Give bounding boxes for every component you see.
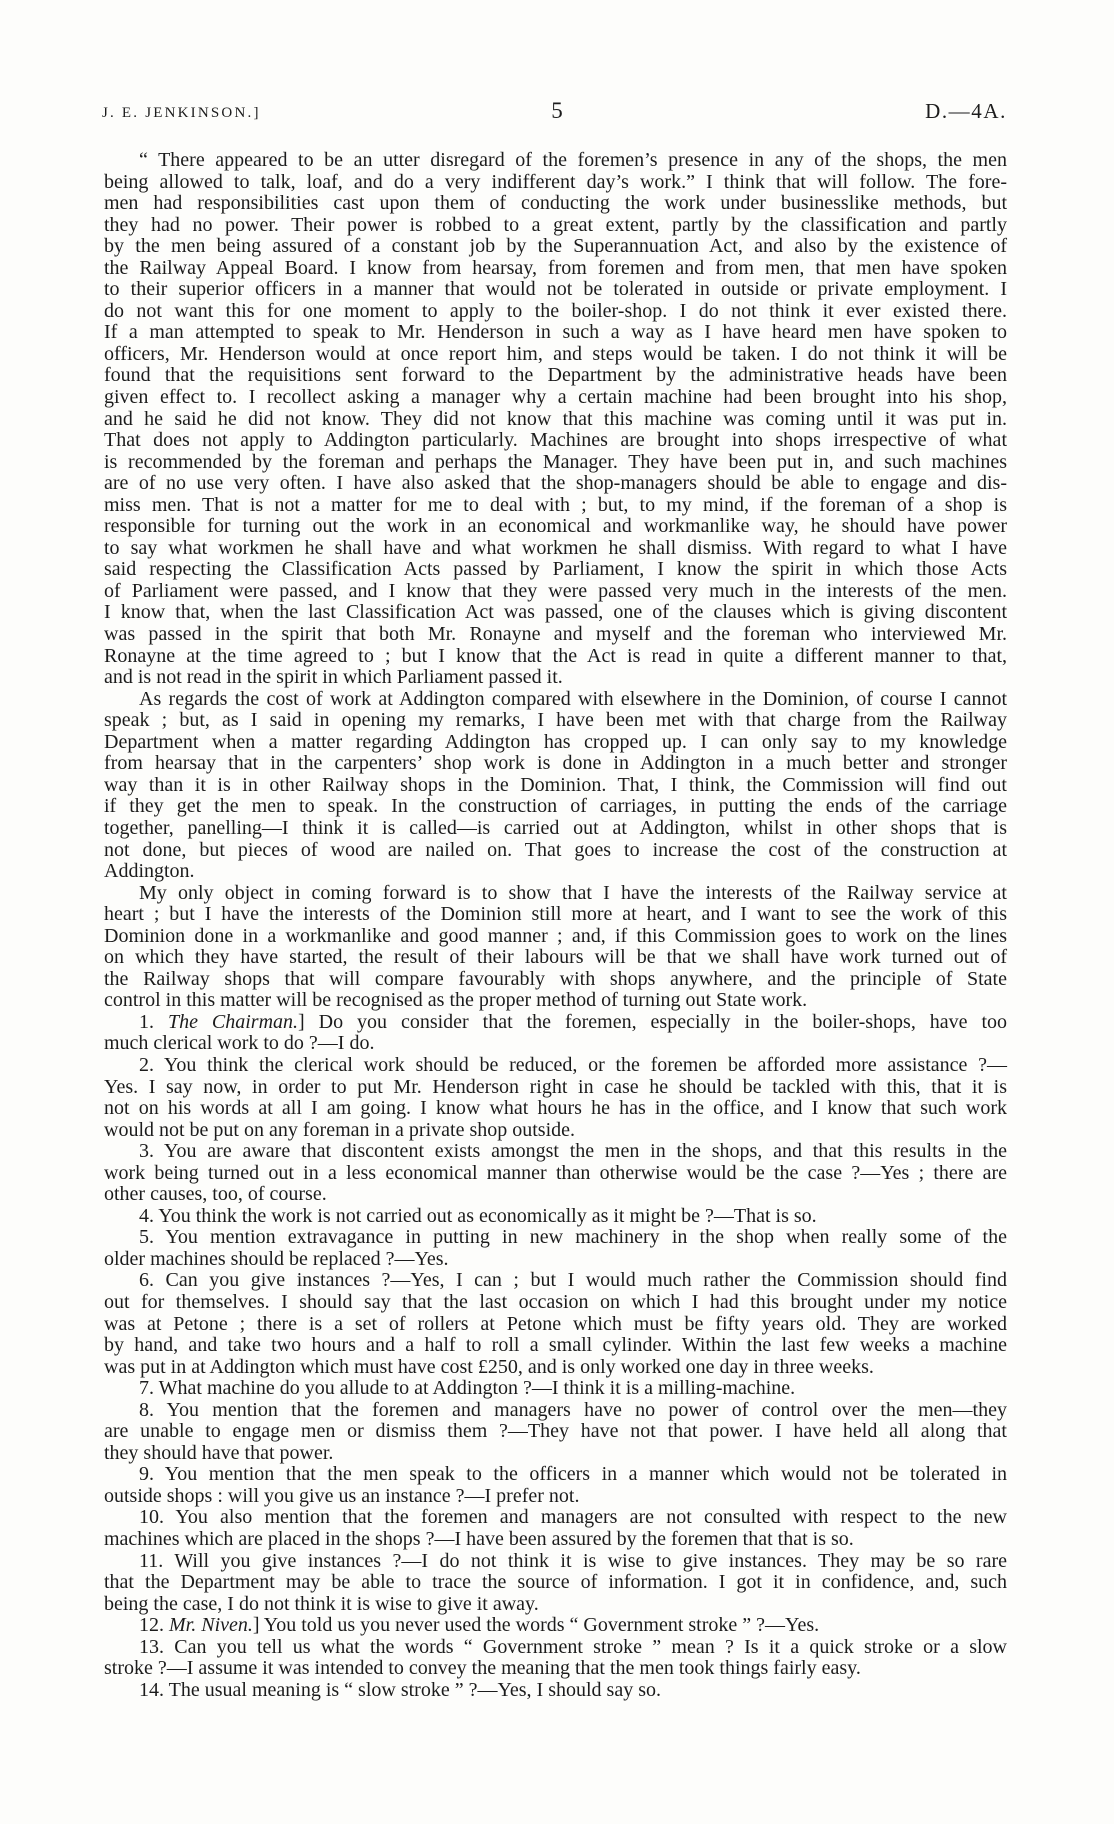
text-line: control in this matter will be recognised as the proper method of turning out State work.	[104, 989, 808, 1012]
text-line: That does not apply to Addington particularly. Machines are brought into shops irrespective of what	[104, 429, 1007, 452]
text-line: Yes. I say now, in order to put Mr. Henderson right in case he should be tackled with this, that it is	[104, 1075, 1007, 1098]
statement-paragraph	[104, 150, 1007, 689]
text-line: work being turned out in a less economical manner than otherwise would be the case ?—Yes ; there are	[104, 1161, 1007, 1184]
question-14	[104, 1680, 1007, 1702]
text-line: are of no use very often. I have also asked that the shop-managers should be able to engage and dis-	[104, 472, 1007, 495]
text-segment: 12.	[139, 1614, 169, 1637]
text-line: not done, but pieces of wood are nailed on. That goes to increase the cost of the construction at	[104, 838, 1007, 861]
question-3	[104, 1141, 1007, 1206]
text-line: from hearsay that in the carpenters’ shop work is done in Addington in a much better and stronger	[104, 752, 1007, 775]
text-line: If a man attempted to speak to Mr. Henderson in such a way as I have heard men have spoken to	[104, 321, 1007, 344]
speaker-name: The Chairman.	[167, 1010, 299, 1033]
text-line	[104, 1012, 1007, 1034]
text-line: responsible for turning out the work in an economical and workmanlike way, he should have power	[104, 515, 1007, 538]
text-line: 2. You think the clerical work should be reduced, or the foremen be afforded more assistance ?—	[139, 1053, 1007, 1076]
text-line: they should have that power.	[104, 1441, 334, 1464]
text-line: “ There appeared to be an utter disregard of the foremen’s presence in any of the shops, the men	[139, 149, 1007, 171]
text-line: on which they have started, the result of their labours will be that we shall have work turned out of	[104, 946, 1007, 969]
text-line	[104, 1615, 1007, 1637]
text-line: found that the requisitions sent forward to the Department by the administrative heads have been	[104, 364, 1007, 387]
statement-paragraph	[104, 689, 1007, 883]
text-line: 4. You think the work is not carried out as economically as it might be ?—That is so.	[139, 1204, 817, 1227]
text-line: not on his words at all I am going. I know what hours he has in the office, and I know that such work	[104, 1097, 1007, 1120]
text-line: 10. You also mention that the foremen and managers are not consulted with respect to the new	[139, 1506, 1007, 1529]
text-line: As regards the cost of work at Addington compared with elsewhere in the Dominion, of course I cannot	[139, 687, 1007, 710]
text-line: 9. You mention that the men speak to the officers in a manner which would not be tolerated in	[139, 1463, 1007, 1486]
text-line: said respecting the Classification Acts passed by Parliament, I know the spirit in which those Acts	[104, 558, 1007, 581]
text-line: given effect to. I recollect asking a manager why a certain machine had been brought into his shop,	[104, 386, 1007, 409]
text-line: was put in at Addington which must have cost £250, and is only worked one day in three weeks.	[104, 1355, 874, 1378]
text-line: Dominion done in a workmanlike and good manner ; and, if this Commission goes to work on the lines	[104, 924, 1007, 947]
text-line: was passed in the spirit that both Mr. Ronayne and myself and the foreman who interviewed Mr.	[104, 623, 1007, 646]
text-line: I know that, when the last Classification Act was passed, one of the clauses which is giving discontent	[104, 601, 1007, 624]
text-line: the Railway Appeal Board. I know from hearsay, from foremen and from men, that men have spoken	[104, 256, 1007, 279]
text-line: older machines should be replaced ?—Yes.	[104, 1247, 449, 1270]
text-line: Addington.	[104, 860, 195, 883]
text-line: speak ; but, as I said in opening my remarks, I have been met with that charge from the Railway	[104, 709, 1007, 732]
text-segment: ] Do you consider that the foremen, especially in the boiler-shops, have too	[298, 1010, 1008, 1033]
text-line: out for themselves. I should say that the last occasion on which I had this brought under my notice	[104, 1290, 1007, 1313]
text-line: 7. What machine do you allude to at Addington ?—I think it is a milling-machine.	[139, 1377, 796, 1400]
text-line: 14. The usual meaning is “ slow stroke ” ?—Yes, I should say so.	[139, 1678, 661, 1701]
text-line: other causes, too, of course.	[104, 1183, 327, 1206]
text-line: 8. You mention that the foremen and managers have no power of control over the men—they	[139, 1398, 1007, 1421]
text-line: heart ; but I have the interests of the Dominion still more at heart, and I want to see the work of this	[104, 903, 1007, 926]
text-line: 13. Can you tell us what the words “ Government stroke ” mean ? Is it a quick stroke or a slow	[139, 1635, 1007, 1658]
text-line: outside shops : will you give us an instance ?—I prefer not.	[104, 1484, 580, 1507]
question-12	[104, 1615, 1007, 1637]
text-line: is recommended by the foreman and perhaps the Manager. They have been put in, and such machines	[104, 450, 1007, 473]
text-line: 5. You mention extravagance in putting in new machinery in the shop when really some of the	[139, 1226, 1007, 1249]
running-header	[0, 98, 1114, 128]
statement-paragraph	[104, 883, 1007, 1012]
text-line: to say what workmen he shall have and what workmen he shall dismiss. With regard to what I have	[104, 536, 1007, 559]
question-6	[104, 1270, 1007, 1378]
text-segment: ] You told us you never used the words “ Government stroke ” ?—Yes.	[252, 1614, 820, 1637]
text-line: being allowed to talk, loaf, and do a very indifferent day’s work.” I think that will follow. The fore-	[104, 170, 1007, 193]
text-line: of Parliament were passed, and I know that they were passed very much in the interests of the men.	[104, 579, 1007, 602]
text-line: 11. Will you give instances ?—I do not think it is wise to give instances. They may be so rare	[139, 1549, 1007, 1572]
text-segment: 1.	[139, 1010, 168, 1033]
text-line: being the case, I do not think it is wise to give it away.	[104, 1592, 539, 1615]
text-line: was at Petone ; there is a set of rollers at Petone which must be fifty years old. They are worked	[104, 1312, 1007, 1335]
text-line: Ronayne at the time agreed to ; but I know that the Act is read in quite a different manner to that,	[104, 644, 1007, 667]
text-line: by hand, and take two hours and a half to roll a small cylinder. Within the last few weeks a machine	[104, 1334, 1007, 1357]
text-line: Department when a matter regarding Addington has cropped up. I can only say to my knowledge	[104, 730, 1007, 753]
text-line: machines which are placed in the shops ?—I have been assured by the foremen that that is so.	[104, 1528, 854, 1550]
question-5	[104, 1227, 1007, 1270]
text-line: together, panelling—I think it is called—is carried out at Addington, whilst in other shops that is	[104, 816, 1007, 839]
text-line: they had no power. Their power is robbed to a great extent, partly by the classification and partly	[104, 213, 1007, 236]
question-4	[104, 1206, 1007, 1228]
paper-reference: D.—4A.	[925, 99, 1007, 123]
text-line: My only object in coming forward is to show that I have the interests of the Railway service at	[139, 881, 1007, 904]
question-9	[104, 1464, 1007, 1507]
question-11	[104, 1551, 1007, 1616]
question-7	[104, 1378, 1007, 1400]
text-line: miss men. That is not a matter for me to deal with ; but, to my mind, if the foreman of a shop is	[104, 493, 1007, 516]
witness-name-header: J. E. JENKINSON.]	[102, 105, 261, 121]
text-line: much clerical work to do ?—I do.	[104, 1032, 375, 1055]
text-line: that the Department may be able to trace the source of information. I got it in confidence, and, such	[104, 1571, 1007, 1594]
text-line: and he said he did not know. They did not know that this machine was coming until it was put in.	[104, 407, 1007, 430]
question-2	[104, 1055, 1007, 1141]
text-line: to their superior officers in a manner that would not be tolerated in outside or private employment. I	[104, 278, 1007, 301]
text-line: if they get the men to speak. In the construction of carriages, in putting the ends of the carriage	[104, 795, 1007, 818]
question-10	[104, 1507, 1007, 1550]
text-line: way than it is in other Railway shops in the Dominion. That, I think, the Commission will find out	[104, 773, 1007, 796]
text-line: men had responsibilities cast upon them of conducting the work under businesslike methods, but	[104, 192, 1007, 215]
text-line: would not be put on any foreman in a private shop outside.	[104, 1118, 576, 1141]
speaker-name: Mr. Niven.	[169, 1614, 253, 1637]
text-line: stroke ?—I assume it was intended to convey the meaning that the men took things fairly easy.	[104, 1657, 861, 1680]
document-body	[104, 150, 1007, 1701]
text-line: the Railway shops that will compare favourably with shops anywhere, and the principle of State	[104, 967, 1007, 990]
text-line: do not want this for one moment to apply to the boiler-shop. I do not think it ever existed there.	[104, 299, 1007, 322]
question-1	[104, 1012, 1007, 1055]
text-line: and is not read in the spirit in which Parliament passed it.	[104, 666, 563, 689]
page-number: 5	[551, 98, 563, 123]
question-13	[104, 1637, 1007, 1680]
text-line: officers, Mr. Henderson would at once report him, and steps would be taken. I do not think it will be	[104, 342, 1007, 365]
text-line: 3. You are aware that discontent exists amongst the men in the shops, and that this results in the	[139, 1140, 1007, 1163]
text-line: by the men being assured of a constant job by the Superannuation Act, and also by the existence of	[104, 235, 1007, 258]
question-8	[104, 1400, 1007, 1465]
text-line: 6. Can you give instances ?—Yes, I can ; but I would much rather the Commission should find	[139, 1269, 1007, 1292]
text-line: are unable to engage men or dismiss them ?—They have not that power. I have held all along that	[104, 1420, 1007, 1443]
